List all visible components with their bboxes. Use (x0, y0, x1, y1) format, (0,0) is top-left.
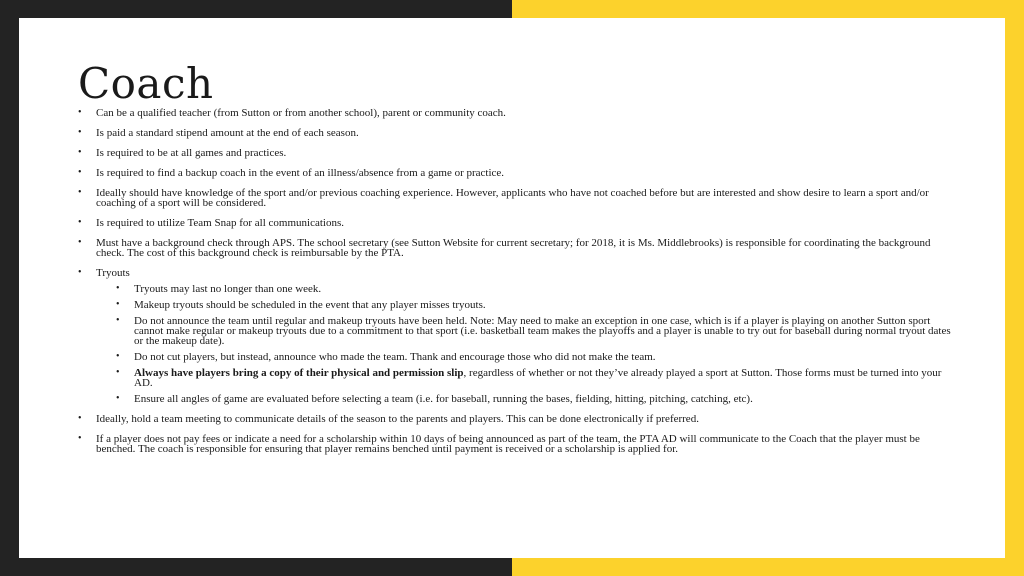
bullet-icon: • (78, 433, 82, 444)
list-item (78, 168, 958, 178)
list-item-text: Is required to be at all games and practices. (96, 147, 287, 159)
bullet-list (78, 108, 958, 454)
bullet-icon: • (116, 315, 120, 326)
sub-list-item-text: Tryouts may last no longer than one week. (134, 283, 322, 295)
bullet-icon: • (116, 351, 120, 362)
sub-list-item (96, 300, 958, 310)
sub-list-item-physical (96, 368, 958, 388)
bullet-icon: • (116, 393, 120, 404)
bullet-icon: • (78, 107, 82, 118)
bullet-icon: • (78, 237, 82, 248)
sub-list-item-text: Ensure all angles of game are evaluated before selecting a team (i.e. for baseball, running the bases, fielding, hitting, pitching, catching, etc). (134, 393, 753, 405)
list-item (78, 414, 958, 424)
bullet-icon: • (78, 187, 82, 198)
list-item-text: If a player does not pay fees or indicate a need for a scholarship within 10 days of being announced as part of the team, the PTA AD will communicate to the Coach that the player must be benched. The coach is responsible for ensuring that player remains benched until payment is received or a scholarship is applied for. (96, 433, 920, 455)
bullet-icon: • (116, 283, 120, 294)
list-item (78, 238, 958, 258)
tryouts-item (78, 268, 958, 404)
sub-list-item (96, 352, 958, 362)
slide-title: Coach (78, 59, 214, 108)
list-item-text: Is required to utilize Team Snap for all communications. (96, 217, 344, 229)
list-item-text: Ideally should have knowledge of the sport and/or previous coaching experience. However, applicants who have not coached before but are interested and show desire to learn a sport and/or coaching of a sport will be considered. (96, 187, 929, 209)
sub-list-item (96, 284, 958, 294)
list-item-text: Must have a background check through APS. The school secretary (see Sutton Website for current secretary; for 2018, it is Ms. Middlebrooks) is responsible for coordinating the background check. The cost of this background check is reimbursable by the PTA. (96, 237, 931, 259)
list-item-text: Is paid a standard stipend amount at the end of each season. (96, 127, 359, 139)
bullet-icon: • (116, 367, 120, 378)
list-item (78, 148, 958, 158)
slide-panel (19, 18, 1005, 558)
list-item-text: Ideally, hold a team meeting to communicate details of the season to the parents and players. This can be done electronically if preferred. (96, 413, 699, 425)
list-item (78, 188, 958, 208)
bullet-icon: • (78, 217, 82, 228)
bullet-icon: • (78, 413, 82, 424)
sub-list-item-text: Do not cut players, but instead, announce who made the team. Thank and encourage those who did not make the team. (134, 351, 656, 363)
list-item (78, 128, 958, 138)
bullet-icon: • (78, 167, 82, 178)
bullet-icon: • (78, 127, 82, 138)
tryouts-sub-list (96, 284, 958, 404)
list-item (78, 434, 958, 454)
sub-list-item-angles (96, 394, 958, 404)
list-item (78, 218, 958, 228)
list-item-text: Is required to find a backup coach in the event of an illness/absence from a game or practice. (96, 167, 505, 179)
sub-list-item (96, 316, 958, 346)
bullet-icon: • (116, 299, 120, 310)
physical-rest-text: , regardless of whether or not they’ve already played a sport at Sutton. Those forms must be turned into your AD. (134, 367, 942, 389)
sub-list-item-text: Do not announce the team until regular and makeup tryouts have been held. Note: May need to make an exception in one case, which is if a player is playing on another Sutton sport cannot make regular or makeup tryouts due to a commitment to that sport (i.e. basketball team makes the playoffs and a player is unable to try out for baseball during normal tryout dates or the makeup date). (134, 315, 951, 347)
physical-emphasis-text: Always have players bring a copy of their physical and permission slip (134, 367, 464, 379)
bullet-icon: • (78, 147, 82, 158)
sub-list-item-text: Makeup tryouts should be scheduled in the event that any player misses tryouts. (134, 299, 486, 311)
bullet-icon: • (78, 267, 82, 278)
list-item-text: Can be a qualified teacher (from Sutton or from another school), parent or community coach. (96, 107, 506, 119)
tryouts-label: Tryouts (96, 267, 130, 279)
list-item (78, 108, 958, 118)
